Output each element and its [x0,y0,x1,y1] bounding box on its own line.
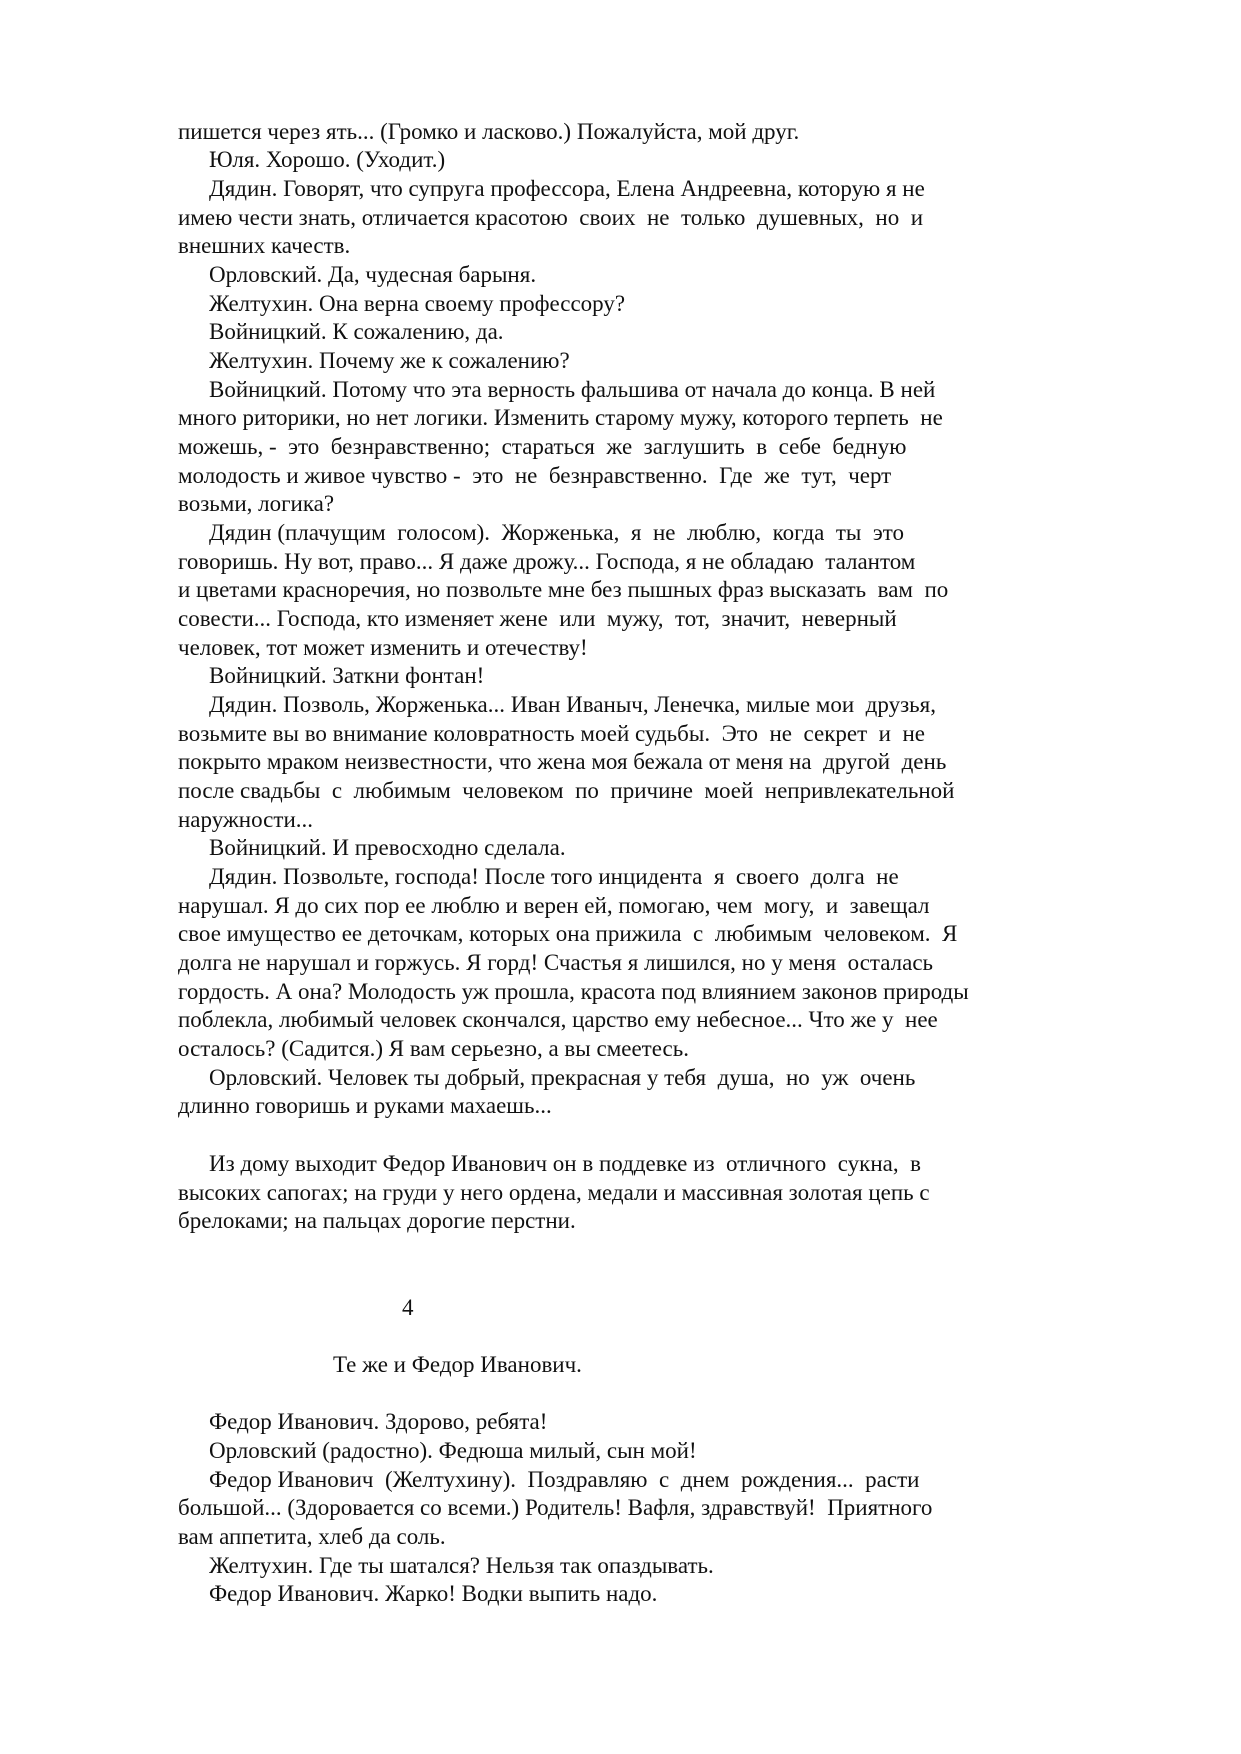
dialogue-line: Войницкий. К сожалению, да. [209,319,504,344]
stage-direction-line: брелоками; на пальцах дорогие перстни. [178,1208,576,1233]
text-line: после свадьбы с любимым человеком по причине моей непривлекательной [178,778,955,803]
dialogue-line: Войницкий. Потому что эта верность фальшива от начала до конца. В ней [209,377,936,402]
text-line: поблекла, любимый человек скончался, царство ему небесное... Что же у нее [178,1007,938,1032]
section-heading: Те же и Федор Иванович. [333,1352,582,1377]
section-number: 4 [402,1295,414,1320]
text-line: наружности... [178,807,314,832]
dialogue-line: Войницкий. Заткни фонтан! [209,663,485,688]
text-line: много риторики, но нет логики. Изменить старому мужу, которого терпеть не [178,405,943,430]
text-line: большой... (Здоровается со всеми.) Родитель! Вафля, здравствуй! Приятного [178,1495,933,1520]
dialogue-line: Дядин. Позвольте, господа! После того инцидента я своего долга не [209,864,899,889]
text-line: гордость. А она? Молодость уж прошла, красота под влиянием законов природы [178,979,969,1004]
text-line: пишется через ять... (Громко и ласково.) Пожалуйста, мой друг. [178,119,800,144]
dialogue-line: Юля. Хорошо. (Уходит.) [209,147,446,172]
dialogue-line: Орловский. Да, чудесная барыня. [209,262,537,287]
dialogue-line: Дядин. Говорят, что супруга профессора, Елена Андреевна, которую я не [209,176,925,201]
stage-direction-line: Из дому выходит Федор Иванович он в поддевке из отличного сукна, в [209,1151,921,1176]
text-line: говоришь. Ну вот, право... Я даже дрожу... Господа, я не обладаю талантом [178,549,916,574]
dialogue-line: Орловский. Человек ты добрый, прекрасная у тебя душа, но уж очень [209,1065,916,1090]
dialogue-line: Федор Иванович. Здорово, ребята! [209,1409,548,1434]
text-line: молодость и живое чувство - это не безнравственно. Где же тут, черт [178,463,892,488]
dialogue-line: Желтухин. Она верна своему профессору? [209,291,626,316]
text-line: возьмите вы во внимание коловратность моей судьбы. Это не секрет и не [178,721,925,746]
text-line: и цветами красноречия, но позвольте мне без пышных фраз высказать вам по [178,577,949,602]
text-line: человек, тот может изменить и отечеству! [178,635,588,660]
dialogue-line: Федор Иванович. Жарко! Водки выпить надо. [209,1581,658,1606]
text-line: можешь, - это безнравственно; стараться же заглушить в себе бедную [178,434,907,459]
dialogue-line: Дядин. Позволь, Жорженька... Иван Иваныч, Ленечка, милые мои друзья, [209,692,936,717]
dialogue-line: Орловский (радостно). Федюша милый, сын мой! [209,1438,697,1463]
text-line: нарушал. Я до сих пор ее люблю и верен ей, помогаю, чем могу, и завещал [178,893,930,918]
dialogue-line: Войницкий. И превосходно сделала. [209,835,566,860]
text-line: возьми, логика? [178,491,335,516]
text-line: имею чести знать, отличается красотою своих не только душевных, но и [178,205,924,230]
text-line: свое имущество ее деточкам, которых она прижила с любимым человеком. Я [178,921,958,946]
text-line: внешних качеств. [178,233,351,258]
text-line: длинно говоришь и руками махаешь... [178,1093,552,1118]
text-line: вам аппетита, хлеб да соль. [178,1524,446,1549]
text-line: совести... Господа, кто изменяет жене или мужу, тот, значит, неверный [178,606,897,631]
dialogue-line: Желтухин. Где ты шатался? Нельзя так опаздывать. [209,1553,714,1578]
dialogue-line: Желтухин. Почему же к сожалению? [209,348,570,373]
stage-direction-line: высоких сапогах; на груди у него ордена, медали и массивная золотая цепь с [178,1180,930,1205]
text-line: покрыто мраком неизвестности, что жена моя бежала от меня на другой день [178,749,947,774]
text-line: осталось? (Садится.) Я вам серьезно, а вы смеетесь. [178,1036,689,1061]
dialogue-line: Дядин (плачущим голосом). Жорженька, я не люблю, когда ты это [209,520,904,545]
dialogue-line: Федор Иванович (Желтухину). Поздравляю с днем рождения... расти [209,1467,920,1492]
text-line: долга не нарушал и горжусь. Я горд! Счастья я лишился, но у меня осталась [178,950,934,975]
